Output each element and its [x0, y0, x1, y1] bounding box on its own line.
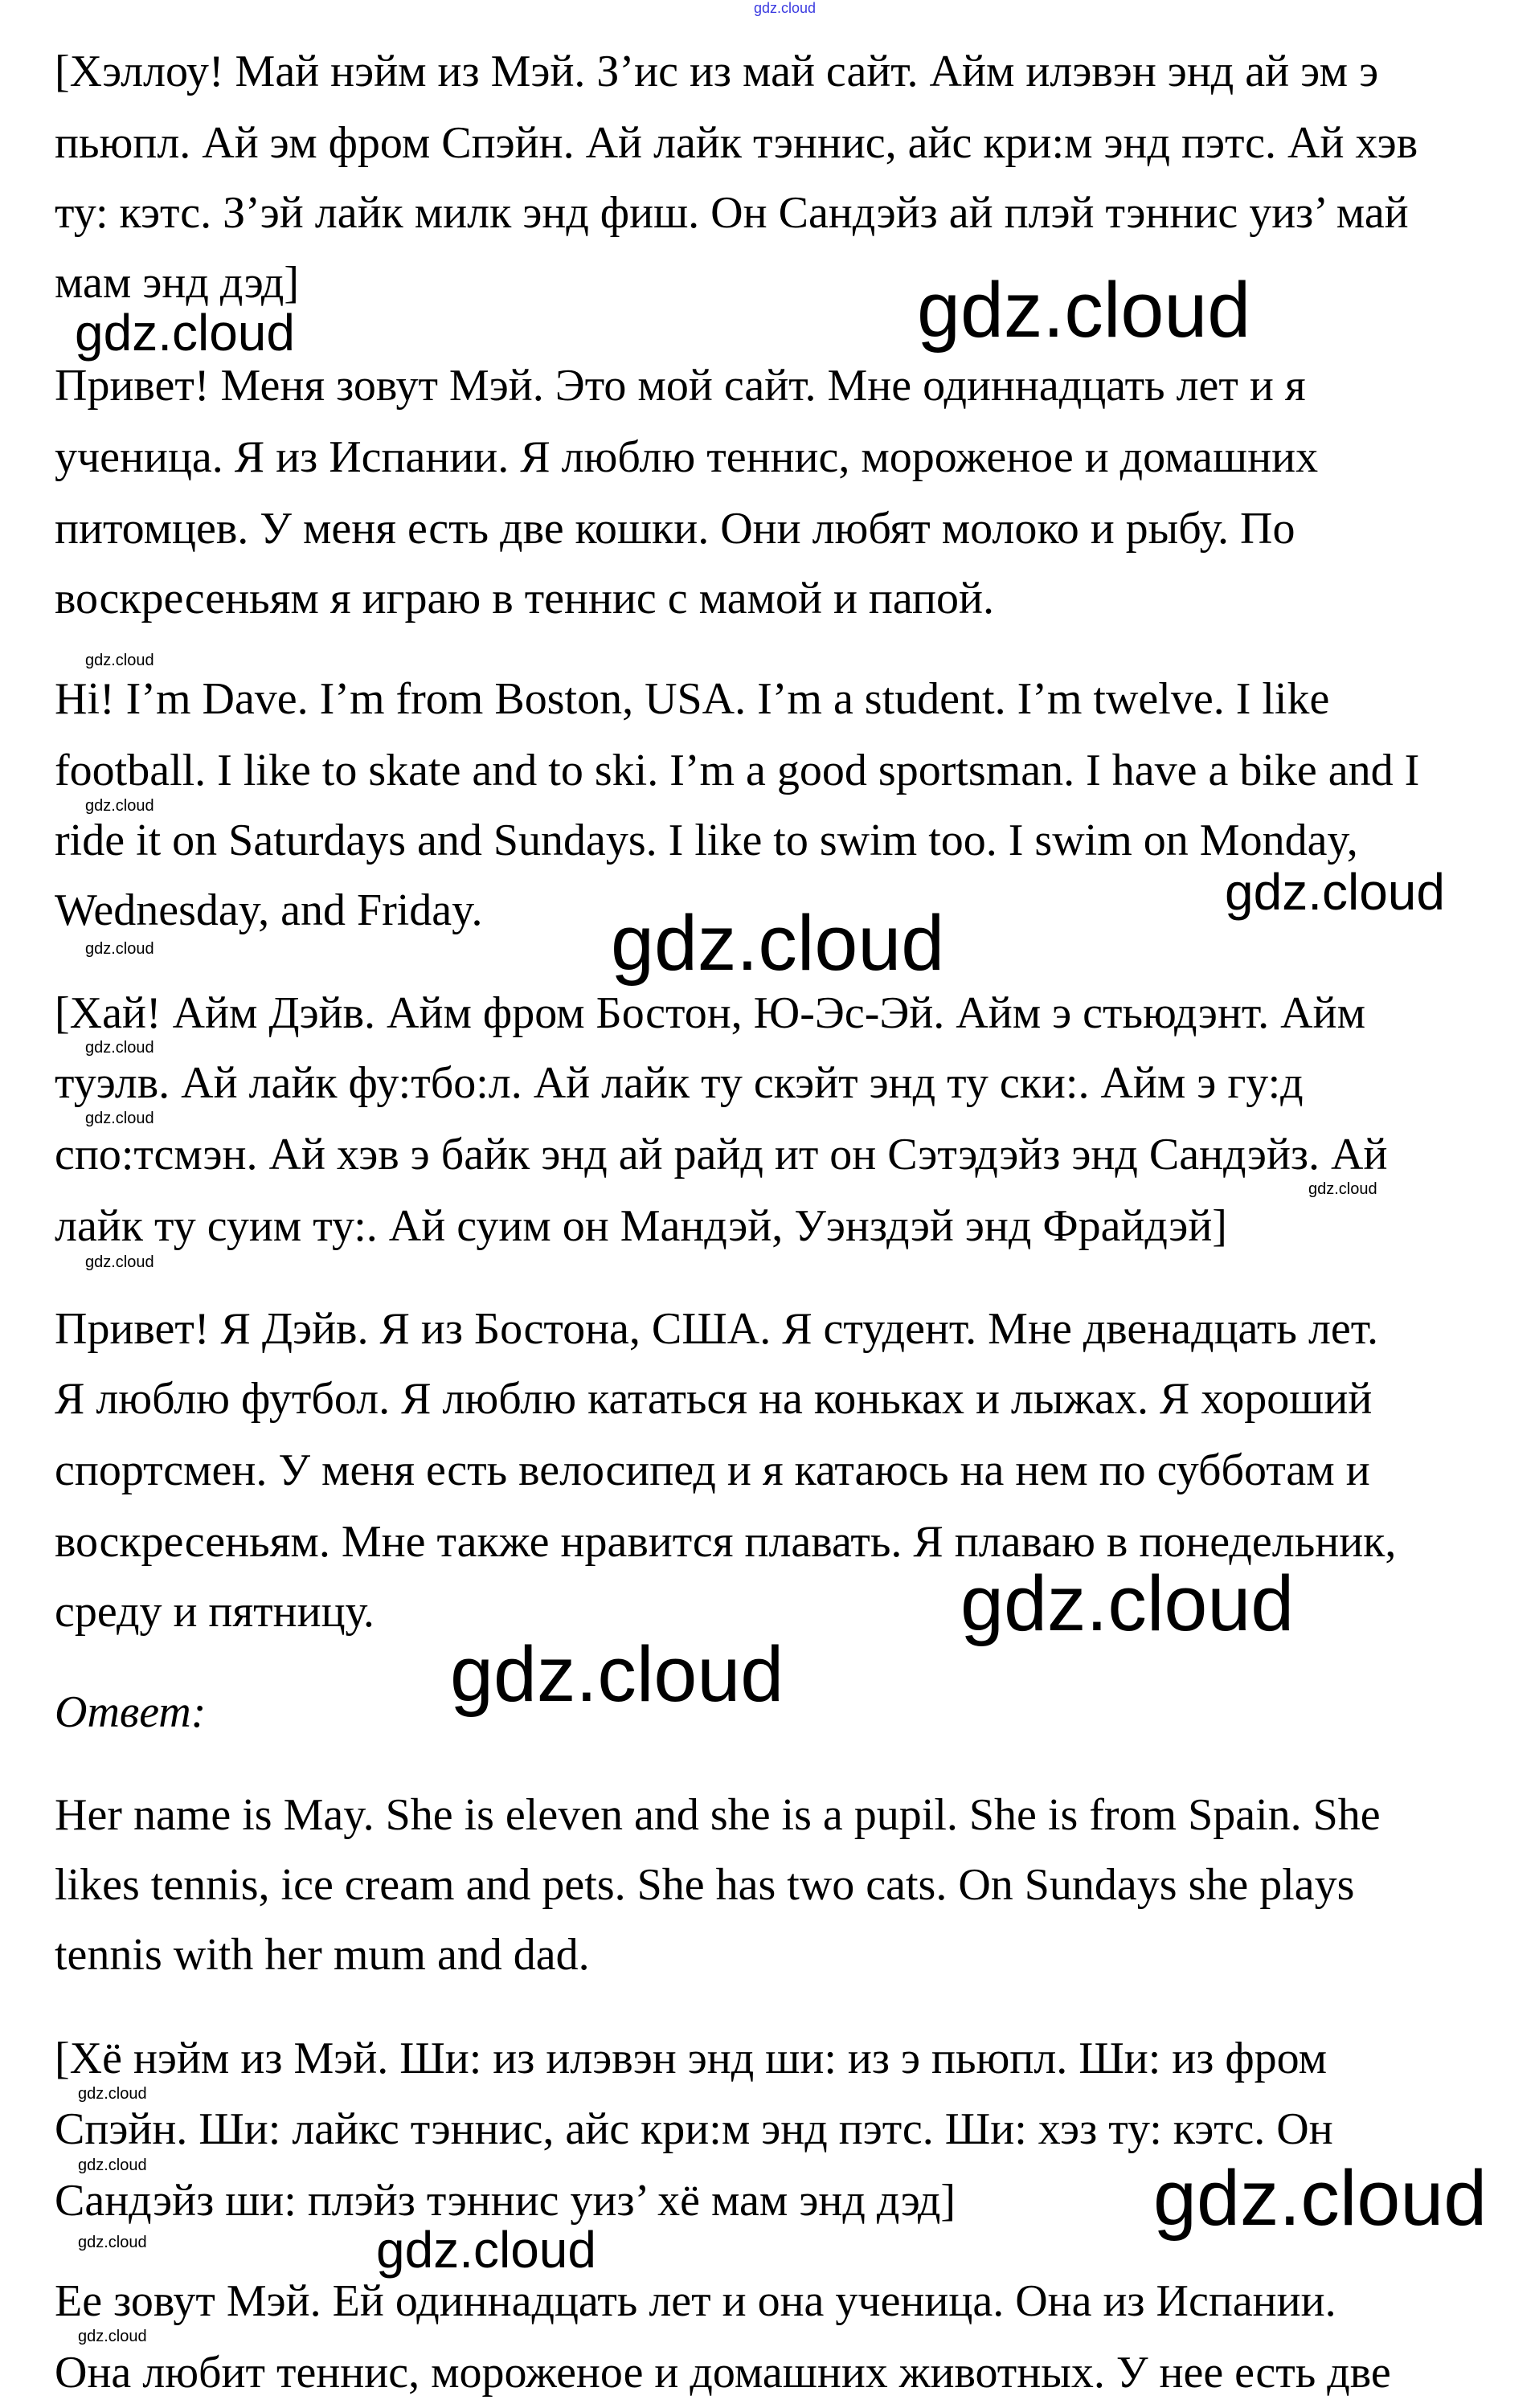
text-line: football. I like to skate and to ski. I’m a good sportsman. I have a bike and I	[55, 746, 1420, 795]
watermark: gdz.cloud	[78, 2328, 147, 2345]
watermark: gdz.cloud	[85, 652, 154, 669]
text-line: likes tennis, ice cream and pets. She has two cats. On Sundays she plays	[55, 1860, 1355, 1910]
text-line: [Хэллоу! Май нэйм из Мэй. З’ис из май сайт. Айм илэвэн энд ай эм э	[55, 47, 1379, 96]
text-line: [Хё нэйм из Мэй. Ши: из илэвэн энд ши: из э пьюпл. Ши: из фром	[55, 2034, 1328, 2083]
text-line: воскресеньям я играю в теннис с мамой и папой.	[55, 574, 994, 623]
text-line: ученица. Я из Испании. Я люблю теннис, мороженое и домашних	[55, 432, 1319, 482]
text-line: туэлв. Ай лайк фу:тбо:л. Ай лайк ту скэйт энд ту ски:. Айм э гу:д	[55, 1058, 1304, 1108]
text-line: ту: кэтс. З’эй лайк милк энд фиш. Он Сандэйз ай плэй тэннис уиз’ май	[55, 188, 1409, 238]
text-line: Привет! Я Дэйв. Я из Бостона, США. Я студент. Мне двенадцать лет.	[55, 1304, 1379, 1354]
watermark: gdz.cloud	[1308, 1180, 1377, 1198]
watermark: gdz.cloud	[85, 1110, 154, 1127]
watermark: gdz.cloud	[85, 1039, 154, 1057]
text-line: tennis with her mum and dad.	[55, 1930, 590, 1980]
answer-label: Ответ:	[55, 1687, 207, 1737]
text-line: спо:тсмэн. Ай хэв э байк энд ай райд ит он Сэтэдэйз энд Сандэйз. Ай	[55, 1130, 1388, 1179]
text-line: среду и пятницу.	[55, 1587, 375, 1637]
text-line: Wednesday, and Friday.	[55, 885, 483, 935]
watermark: gdz.cloud	[611, 899, 945, 987]
watermark: gdz.cloud	[85, 940, 154, 958]
watermark: gdz.cloud	[754, 0, 817, 16]
text-line: Hi! I’m Dave. I’m from Boston, USA. I’m a student. I’m twelve. I like	[55, 674, 1330, 724]
text-line: ride it on Saturdays and Sundays. I like to swim too. I swim on Monday,	[55, 816, 1358, 865]
watermark: gdz.cloud	[1225, 863, 1445, 921]
watermark: gdz.cloud	[78, 2157, 147, 2174]
watermark: gdz.cloud	[78, 2085, 147, 2103]
text-line: Сандэйз ши: плэйз тэннис уиз’ хё мам энд дэд]	[55, 2176, 956, 2226]
text-line: питомцев. У меня есть две кошки. Они любят молоко и рыбу. По	[55, 504, 1295, 554]
text-line: лайк ту суим ту:. Ай суим он Мандэй, Уэнздэй энд Фрайдэй]	[55, 1201, 1227, 1251]
text-line: пьюпл. Ай эм фром Спэйн. Ай лайк тэннис, айс кри:м энд пэтс. Ай хэв	[55, 118, 1418, 168]
text-line: Спэйн. Ши: лайкс тэннис, айс кри:м энд пэтс. Ши: хэз ту: кэтс. Он	[55, 2104, 1333, 2154]
watermark: gdz.cloud	[450, 1630, 784, 1718]
text-line: Она любит теннис, мороженое и домашних животных. У нее есть две	[55, 2348, 1391, 2398]
text-line: Я люблю футбол. Я люблю кататься на коньках и лыжах. Я хороший	[55, 1374, 1373, 1424]
text-line: Ее зовут Мэй. Ей одиннадцать лет и она ученица. Она из Испании.	[55, 2276, 1336, 2326]
watermark: gdz.cloud	[917, 266, 1251, 354]
watermark: gdz.cloud	[376, 2221, 596, 2279]
watermark: gdz.cloud	[85, 1253, 154, 1271]
watermark: gdz.cloud	[1153, 2154, 1488, 2242]
text-line: воскресеньям. Мне также нравится плавать. Я плаваю в понедельник,	[55, 1517, 1397, 1567]
text-line: Her name is May. She is eleven and she is a pupil. She is from Spain. She	[55, 1790, 1381, 1840]
text-line: Привет! Меня зовут Мэй. Это мой сайт. Мне одиннадцать лет и я	[55, 361, 1306, 411]
watermark: gdz.cloud	[960, 1560, 1295, 1647]
watermark: gdz.cloud	[75, 304, 295, 362]
text-line: [Хай! Айм Дэйв. Айм фром Бостон, Ю-Эс-Эй. Айм э стьюдэнт. Айм	[55, 988, 1366, 1038]
text-line: спортсмен. У меня есть велосипед и я катаюсь на нем по субботам и	[55, 1445, 1370, 1495]
watermark: gdz.cloud	[78, 2234, 147, 2251]
text-line: мам энд дэд]	[55, 258, 300, 308]
watermark: gdz.cloud	[85, 797, 154, 815]
